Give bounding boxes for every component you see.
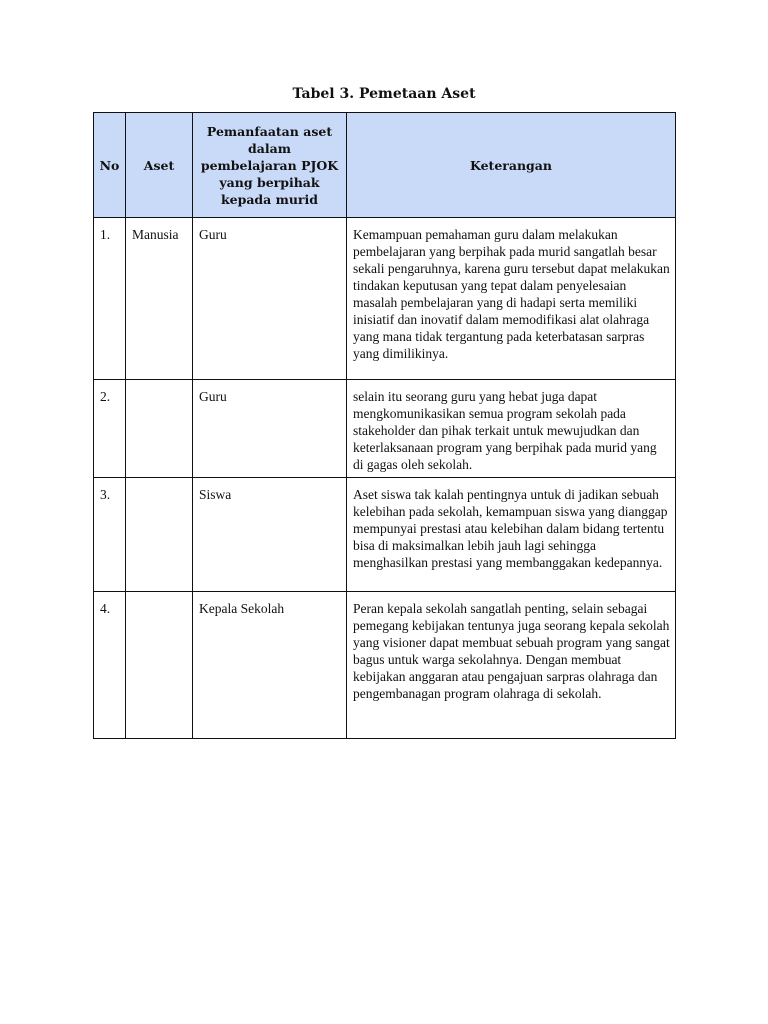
cell-pemanfaatan: Guru: [193, 218, 347, 380]
table-row: [94, 592, 676, 739]
cell-aset: [126, 380, 193, 478]
cell-aset: [126, 592, 193, 739]
cell-aset: [126, 478, 193, 592]
cell-pemanfaatan: Guru: [193, 380, 347, 478]
cell-pemanfaatan: Kepala Sekolah: [193, 592, 347, 739]
asset-mapping-table: [93, 112, 676, 739]
cell-no: 1.: [94, 218, 126, 380]
cell-keterangan: Peran kepala sekolah sangatlah penting, selain sebagai pemegang kebijakan tentunya juga seorang kepala sekolah yang visioner dapat membuat sebuah program yang sangat bagus untuk warga sekolahnya. Dengan membuat kebijakan anggaran atau pengajuan sarpras olahraga dan pengembanagan program olahraga di sekolah.: [347, 592, 676, 739]
header-no: No: [94, 113, 126, 218]
cell-keterangan: Kemampuan pemahaman guru dalam melakukan pembelajaran yang berpihak pada murid sangatlah besar sekali pengaruhnya, karena guru tersebut dapat melakukan tindakan keputusan yang tepat dalam penyelesaian masalah pembelajaran yang di hadapi serta memiliki inisiatif dan inovatif dalam memodifikasi alat olahraga yang mana tidak tergantung pada keterbatasan sarpras yang dimilikinya.: [347, 218, 676, 380]
table-row: [94, 380, 676, 478]
cell-keterangan: Aset siswa tak kalah pentingnya untuk di jadikan sebuah kelebihan pada sekolah, kemampuan siswa yang dianggap mempunyai prestasi atau kelebihan dalam bidang tertentu bisa di maksimalkan lebih jauh lagi sehingga menghasilkan prestasi yang membanggakan kedepannya.: [347, 478, 676, 592]
cell-pemanfaatan: Siswa: [193, 478, 347, 592]
header-aset: Aset: [126, 113, 193, 218]
cell-no: 2.: [94, 380, 126, 478]
cell-aset: Manusia: [126, 218, 193, 380]
cell-no: 4.: [94, 592, 126, 739]
header-pemanfaatan: Pemanfaatan aset dalam pembelajaran PJOK yang berpihak kepada murid: [193, 113, 347, 218]
table-row: [94, 478, 676, 592]
header-keterangan: Keterangan: [347, 113, 676, 218]
table-caption: Tabel 3. Pemetaan Aset: [292, 86, 476, 102]
cell-keterangan: selain itu seorang guru yang hebat juga dapat mengkomunikasikan semua program sekolah pada stakeholder dan pihak terkait untuk mewujudkan dan keterlaksanaan program yang berpihak pada murid yang di gagas oleh sekolah.: [347, 380, 676, 478]
table-header-row: [94, 113, 676, 218]
cell-no: 3.: [94, 478, 126, 592]
table-row: [94, 218, 676, 380]
